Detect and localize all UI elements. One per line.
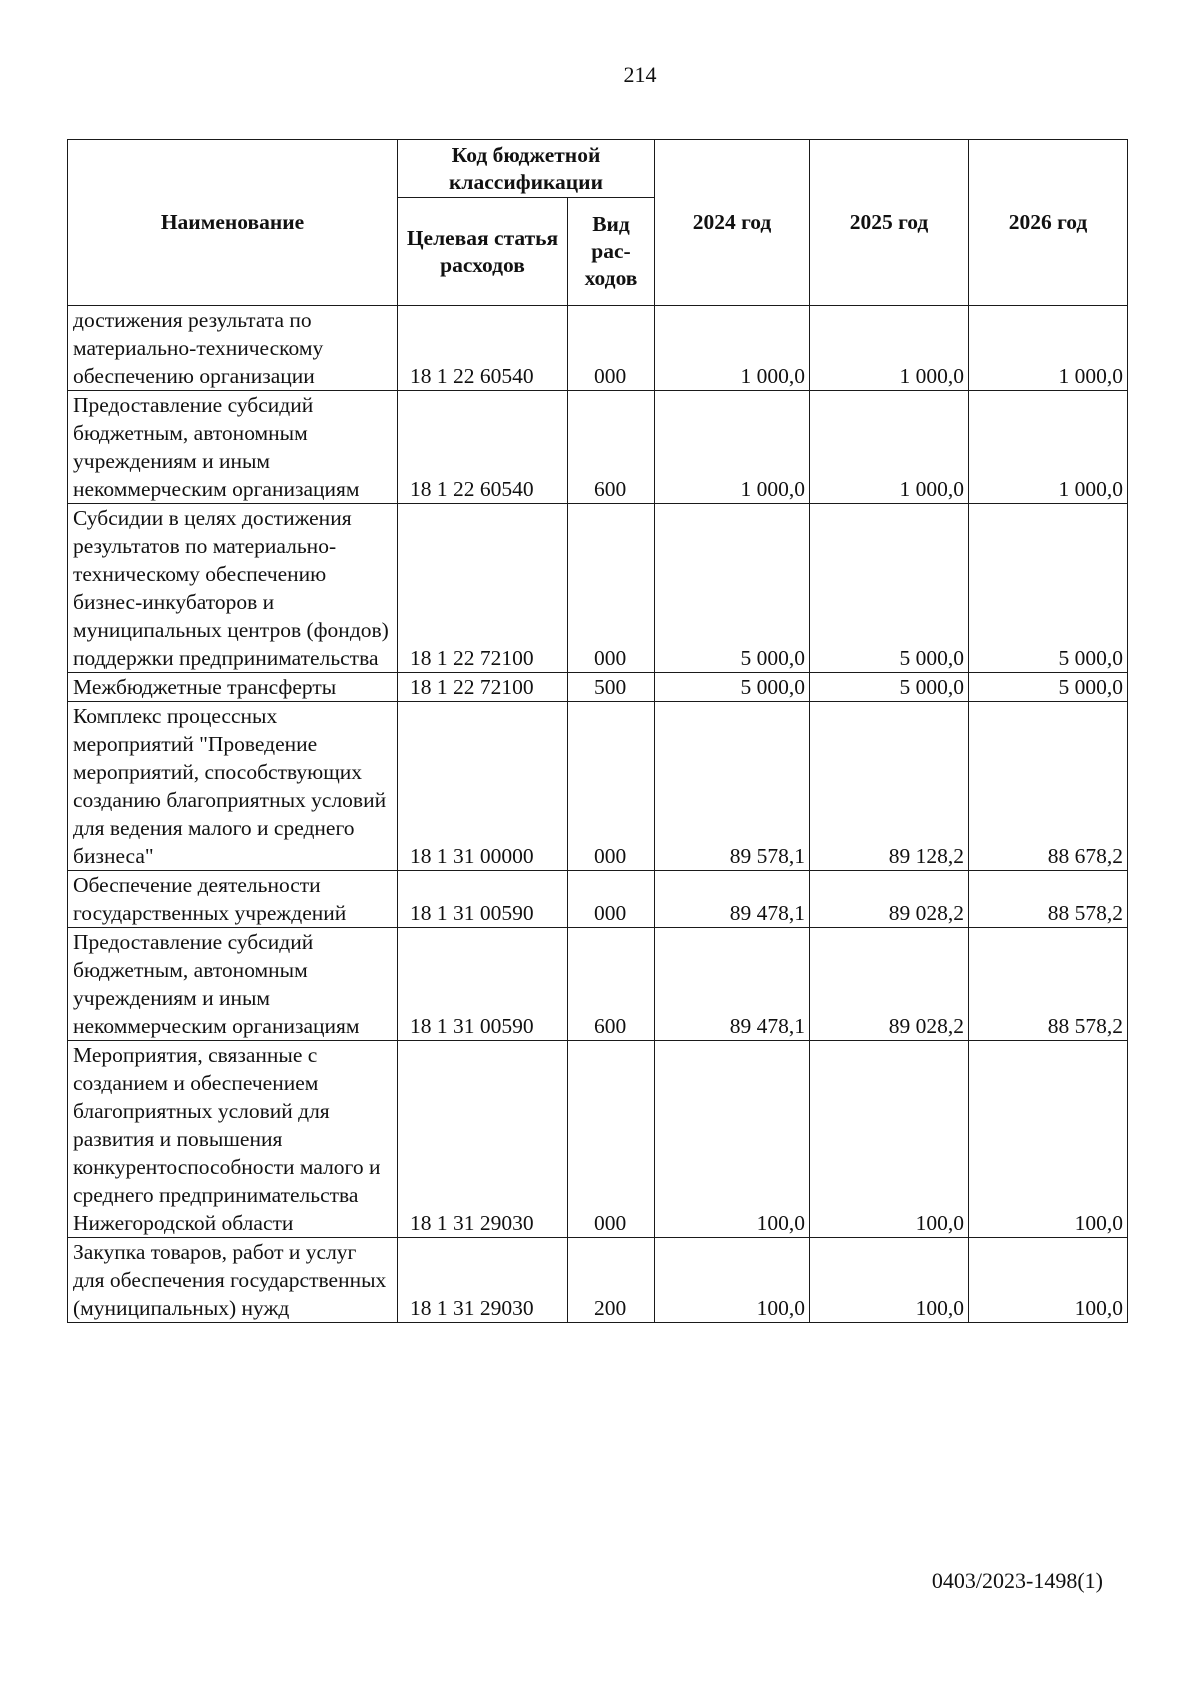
row-target-article: 18 1 22 72100 (398, 504, 568, 673)
row-value-2026: 88 578,2 (969, 928, 1128, 1041)
row-value-2024: 5 000,0 (655, 504, 810, 673)
row-value-2024: 89 578,1 (655, 702, 810, 871)
budget-table (67, 139, 1128, 1323)
table-body (68, 306, 1128, 1323)
table-row (68, 504, 1128, 673)
row-value-2025: 89 028,2 (810, 871, 969, 928)
table-row (68, 871, 1128, 928)
row-value-2025: 89 128,2 (810, 702, 969, 871)
row-value-2025: 100,0 (810, 1041, 969, 1238)
row-expense-type: 500 (568, 673, 655, 702)
row-name: Мероприятия, связанные с созданием и обеспечением благоприятных условий для развития и повышения конкурентоспособности малого и среднего предпринимательства Нижегородской области (68, 1041, 398, 1238)
header-year-2024: 2024 год (655, 140, 810, 306)
header-expense-type: Вид рас-ходов (568, 198, 655, 306)
row-value-2024: 89 478,1 (655, 871, 810, 928)
row-expense-type: 000 (568, 871, 655, 928)
row-name: Закупка товаров, работ и услуг для обеспечения государственных (муниципальных) нужд (68, 1238, 398, 1323)
row-target-article: 18 1 31 00000 (398, 702, 568, 871)
row-target-article: 18 1 22 60540 (398, 306, 568, 391)
header-name: Наименование (68, 140, 398, 306)
table-row (68, 673, 1128, 702)
row-name: Обеспечение деятельности государственных учреждений (68, 871, 398, 928)
row-expense-type: 000 (568, 504, 655, 673)
row-name: Комплекс процессных мероприятий "Проведение мероприятий, способствующих созданию благоприятных условий для ведения малого и среднего бизнеса" (68, 702, 398, 871)
table-row (68, 1041, 1128, 1238)
row-expense-type: 200 (568, 1238, 655, 1323)
row-value-2026: 1 000,0 (969, 391, 1128, 504)
row-value-2024: 1 000,0 (655, 306, 810, 391)
header-code-group: Код бюджетной классификации (398, 140, 655, 198)
document-id: 0403/2023-1498(1) (931, 1568, 1103, 1593)
row-value-2025: 5 000,0 (810, 673, 969, 702)
row-target-article: 18 1 31 00590 (398, 928, 568, 1041)
row-value-2024: 1 000,0 (655, 391, 810, 504)
row-value-2024: 5 000,0 (655, 673, 810, 702)
row-value-2026: 88 578,2 (969, 871, 1128, 928)
row-value-2026: 88 678,2 (969, 702, 1128, 871)
table-row (68, 1238, 1128, 1323)
header-year-2025: 2025 год (810, 140, 969, 306)
header-target-article: Целевая статья расходов (398, 198, 568, 306)
header-year-2026: 2026 год (969, 140, 1128, 306)
row-expense-type: 000 (568, 306, 655, 391)
row-target-article: 18 1 22 72100 (398, 673, 568, 702)
row-name: Предоставление субсидий бюджетным, автономным учреждениям и иным некоммерческим организациям (68, 391, 398, 504)
row-name: Межбюджетные трансферты (68, 673, 398, 702)
row-value-2026: 100,0 (969, 1041, 1128, 1238)
row-value-2024: 100,0 (655, 1238, 810, 1323)
row-expense-type: 600 (568, 928, 655, 1041)
row-value-2025: 100,0 (810, 1238, 969, 1323)
row-value-2025: 1 000,0 (810, 306, 969, 391)
row-value-2026: 100,0 (969, 1238, 1128, 1323)
page-number: 214 (623, 62, 657, 87)
table-row (68, 306, 1128, 391)
row-value-2026: 5 000,0 (969, 504, 1128, 673)
row-name: Субсидии в целях достижения результатов по материально-техническому обеспечению бизнес-инкубаторов и муниципальных центров (фондов) поддержки предпринимательства (68, 504, 398, 673)
row-value-2025: 5 000,0 (810, 504, 969, 673)
row-name: Предоставление субсидий бюджетным, автономным учреждениям и иным некоммерческим организациям (68, 928, 398, 1041)
row-target-article: 18 1 22 60540 (398, 391, 568, 504)
row-value-2026: 1 000,0 (969, 306, 1128, 391)
row-expense-type: 000 (568, 1041, 655, 1238)
table-header (68, 140, 1128, 306)
row-value-2026: 5 000,0 (969, 673, 1128, 702)
row-target-article: 18 1 31 29030 (398, 1041, 568, 1238)
row-target-article: 18 1 31 00590 (398, 871, 568, 928)
row-value-2024: 100,0 (655, 1041, 810, 1238)
row-name: достижения результата по материально-техническому обеспечению организации (68, 306, 398, 391)
row-value-2024: 89 478,1 (655, 928, 810, 1041)
row-target-article: 18 1 31 29030 (398, 1238, 568, 1323)
table-row (68, 928, 1128, 1041)
row-value-2025: 1 000,0 (810, 391, 969, 504)
row-value-2025: 89 028,2 (810, 928, 969, 1041)
row-expense-type: 000 (568, 702, 655, 871)
table-row (68, 702, 1128, 871)
row-expense-type: 600 (568, 391, 655, 504)
table-row (68, 391, 1128, 504)
